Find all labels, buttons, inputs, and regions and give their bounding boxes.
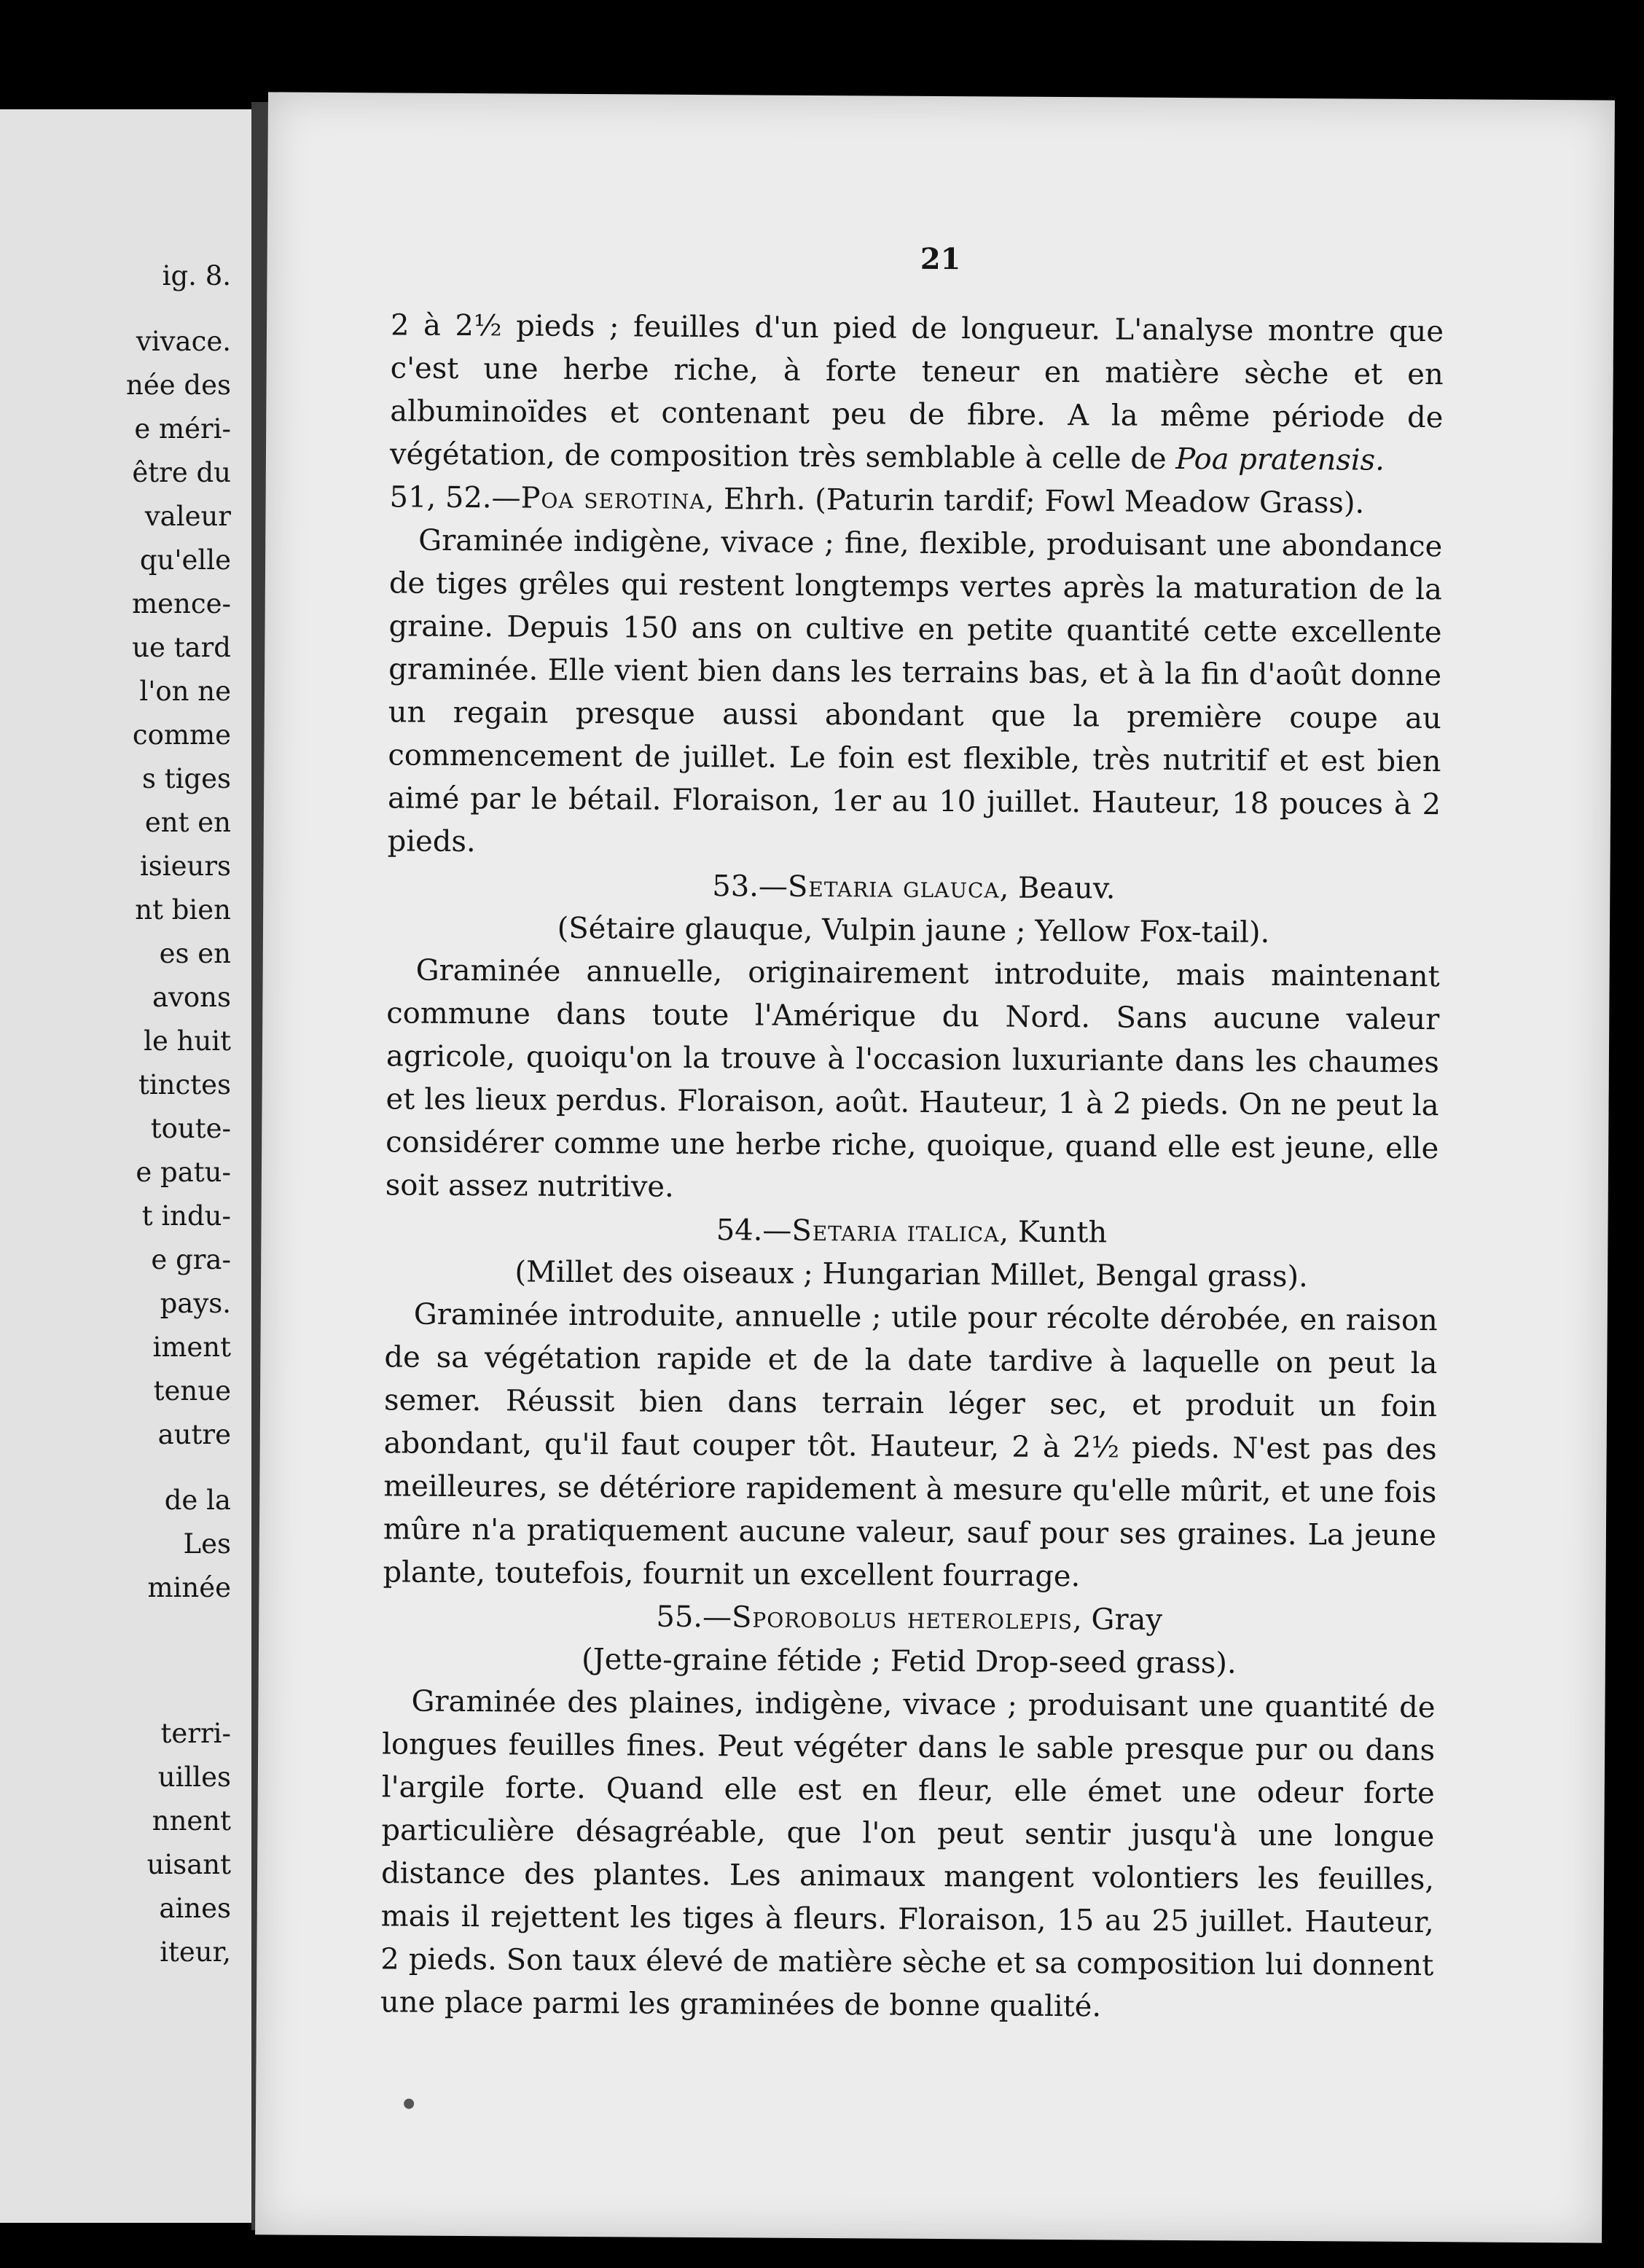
left-page-fragment: mence- xyxy=(132,588,231,619)
ink-smudge xyxy=(404,2099,414,2109)
left-page-fragment: tinctes xyxy=(138,1069,231,1100)
paragraph-continuation: 2 à 2½ pieds ; feuilles d'un pied de longueur. L'analyse montre que c'est une herbe riche, à forte teneur en matière sèche et en albuminoïdes et contenant peu de fibre. A la même période de végétation, de composition très semblable à celle de Poa pratensis. xyxy=(389,308,1444,477)
left-page-fragment: e méri- xyxy=(134,413,231,445)
species-51-description: Graminée indigène, vivace ; fine, flexible, produisant une abondance de tiges grêles qui restent longtemps vertes après la maturation de la graine. Depuis 150 ans on cultive en petite quantité cette excellente graminée. Elle vient bien dans les terrains bas, et à la fin d'août donne un regain presque aussi abondant que la première coupe au commencement de juillet. Le foin est flexible, très nutritif et est bien aimé par le bétail. Floraison, 1er au 10 juillet. Hauteur, 18 pouces à 2 pieds. xyxy=(387,523,1443,859)
left-page-fragment: nnent xyxy=(152,1805,231,1837)
page-number: 21 xyxy=(920,241,961,277)
left-page-fragment: s tiges xyxy=(141,763,231,794)
species-53-name: Setaria glauca xyxy=(787,869,1000,905)
left-page-fragment: e gra- xyxy=(151,1244,231,1275)
left-page-fragment: le huit xyxy=(144,1025,231,1057)
page-text xyxy=(380,304,1444,2030)
species-55-description: Graminée des plaines, indigène, vivace ; produisant une quantité de longues feuilles fines. Peut végéter dans le sable presque pur ou dans l'argile forte. Quand elle est en fleur, elle émet une odeur forte particulière désagréable, que l'on peut sentir jusqu'à une longue distance des plantes. Les animaux mangent volontiers les feuilles, mais il rejettent les tiges à fleurs. Floraison, 15 au 25 juillet. Hauteur, 2 pieds. Son taux élevé de matière sèche et sa composition lui donnent une place parmi les graminées de bonne qualité. xyxy=(380,1684,1436,2024)
left-page-fragment: ent en xyxy=(144,807,231,838)
left-page-fragment: pays. xyxy=(160,1288,231,1319)
species-53-common-names: (Sétaire glauque, Vulpin jaune ; Yellow Fox-tail). xyxy=(557,911,1270,950)
left-page-fragment: toute- xyxy=(150,1113,231,1144)
left-page-fragment: aines xyxy=(159,1893,231,1924)
left-page-fragment: avons xyxy=(152,982,231,1013)
left-page-fragment: valeur xyxy=(144,501,231,532)
left-page xyxy=(0,109,256,2223)
left-page-fragment: ig. 8. xyxy=(162,260,231,292)
left-page-fragment: isieurs xyxy=(139,850,231,882)
left-page-fragment: nt bien xyxy=(135,894,231,926)
left-page-fragment: vivace. xyxy=(136,326,231,357)
left-page-fragment: t indu- xyxy=(141,1200,231,1232)
left-page-fragment: iment xyxy=(152,1332,231,1363)
left-page-fragment: ue tard xyxy=(132,632,231,663)
species-53-description: Graminée annuelle, originairement introduite, mais maintenant commune dans toute l'Amérique du Nord. Sans aucune valeur agricole, quoiqu'on la trouve à l'occasion luxuriante dans les chaumes et les lieux perdus. Floraison, août. Hauteur, 1 à 2 pieds. On ne peut la considérer comme une herbe riche, quoique, quand elle est jeune, elle soit assez nutritive. xyxy=(385,953,1440,1204)
left-page-fragment: minée xyxy=(147,1572,231,1603)
left-page-fragment: l'on ne xyxy=(139,676,231,707)
left-page-fragment: es en xyxy=(159,938,231,969)
left-page-fragment: autre xyxy=(157,1419,231,1450)
species-55-heading: 55.—Sporobolus heterolepis, Gray xyxy=(656,1600,1163,1637)
left-page-fragment: comme xyxy=(132,719,231,751)
left-page-fragment: tenue xyxy=(153,1375,231,1407)
species-ref-italic: Poa pratensis. xyxy=(1175,442,1385,477)
left-page-fragment: uisant xyxy=(146,1849,231,1880)
main-page xyxy=(255,92,1615,2242)
left-page-fragment: née des xyxy=(126,369,231,401)
left-page-fragment: de la xyxy=(164,1485,231,1516)
left-page-fragment: uilles xyxy=(157,1761,231,1793)
left-page-fragment: iteur, xyxy=(160,1936,231,1968)
species-51-name: Poa serotina xyxy=(520,481,705,517)
species-53-heading: 53.—Setaria glauca, Beauv. xyxy=(712,869,1116,906)
left-page-fragment: terri- xyxy=(160,1718,231,1749)
species-54-name: Setaria italica xyxy=(791,1213,1000,1249)
species-55-common-names: (Jette-graine fétide ; Fetid Drop-seed grass). xyxy=(581,1643,1237,1681)
left-page-fragment: e patu- xyxy=(136,1157,231,1188)
species-55-name: Sporobolus heterolepis xyxy=(731,1600,1073,1637)
species-51-heading: 51, 52.—Poa serotina, Ehrh. (Paturin tardif; Fowl Meadow Grass). xyxy=(389,480,1365,520)
left-page-fragment: être du xyxy=(132,457,231,488)
left-page-fragment: qu'elle xyxy=(139,544,231,576)
left-page-fragment: Les xyxy=(183,1528,231,1560)
species-54-common-names: (Millet des oiseaux ; Hungarian Millet, Bengal grass). xyxy=(514,1255,1308,1294)
species-54-heading: 54.—Setaria italica, Kunth xyxy=(716,1213,1108,1250)
species-54-description: Graminée introduite, annuelle ; utile pour récolte dérobée, en raison de sa végétation rapide et de la date tardive à laquelle on peut la semer. Réussit bien dans terrain léger sec, et produit un foin abondant, qu'il faut couper tôt. Hauteur, 2 à 2½ pieds. N'est pas des meilleures, se détériore rapidement à mesure qu'elle mûrit, et une fois mûre n'a pratiquement aucune valeur, sauf pour ses graines. La jeune plante, toutefois, fournit un excellent fourrage. xyxy=(383,1297,1438,1594)
